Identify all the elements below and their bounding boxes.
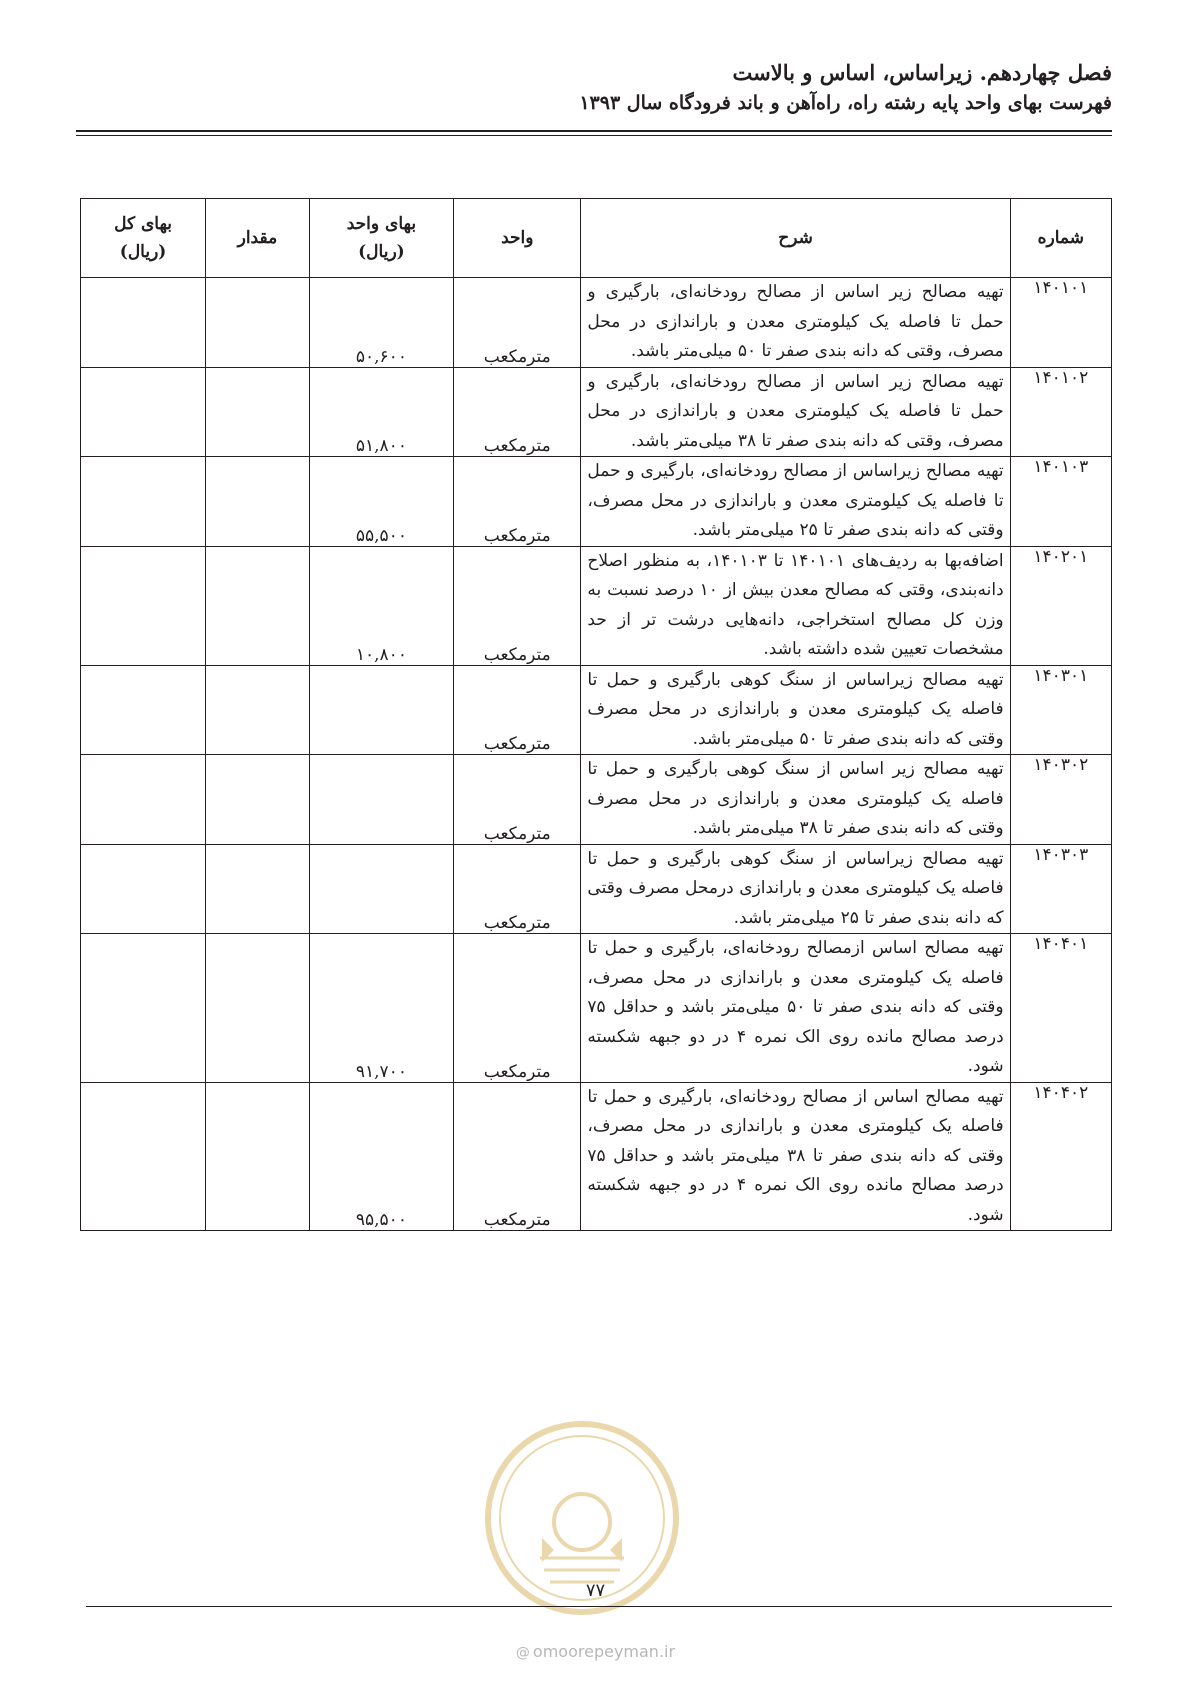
item-quantity: [206, 844, 310, 934]
item-quantity: [206, 367, 310, 457]
item-unit: مترمکعب: [454, 665, 581, 755]
item-unit-price: ۵۱,۸۰۰: [309, 367, 454, 457]
table-header-row: [81, 199, 1112, 278]
footer-rule: [86, 1606, 1112, 1607]
item-total-price: [81, 1082, 206, 1231]
item-total-price: [81, 457, 206, 547]
column-header-number: شماره: [1010, 199, 1111, 278]
item-number: ۱۴۰۲۰۱: [1010, 546, 1111, 665]
item-unit-price: ۹۱,۷۰۰: [309, 934, 454, 1083]
watermark-text: omoorepeyman.ir: [532, 1642, 676, 1661]
item-description: تهیه مصالح زیراساس از مصالح رودخانه‌ای، بارگیری و حمل تا فاصله یک کیلومتری معدن و باراندازی در محل مصرف، وقتی که دانه بندی صفر تا ۲۵ میلی‌متر باشد.: [581, 457, 1010, 547]
item-description: تهیه مصالح اساس از مصالح رودخانه‌ای، بارگیری و حمل تا فاصله یک کیلومتری معدن و باراندازی در محل مصرف، وقتی که دانه بندی صفر تا ۳۸ میلی‌متر باشد و حداقل ۷۵ درصد مصالح مانده روی الک نمره ۴ در دو جبهه شکسته شود.: [581, 1082, 1010, 1231]
column-header-unit-price: بهای واحد (ریال): [309, 199, 454, 278]
column-header-unit: واحد: [454, 199, 581, 278]
item-number: ۱۴۰۱۰۳: [1010, 457, 1111, 547]
table-row: [81, 934, 1112, 1083]
item-number: ۱۴۰۳۰۳: [1010, 844, 1111, 934]
item-quantity: [206, 1082, 310, 1231]
item-unit-price: ۹۵,۵۰۰: [309, 1082, 454, 1231]
item-total-price: [81, 278, 206, 368]
item-number: ۱۴۰۱۰۱: [1010, 278, 1111, 368]
site-watermark: [0, 1642, 1191, 1661]
item-description: تهیه مصالح زیر اساس از مصالح رودخانه‌ای، بارگیری و حمل تا فاصله یک کیلومتری معدن و باراندازی در محل مصرف، وقتی که دانه بندی صفر تا ۳۸ میلی‌متر باشد.: [581, 367, 1010, 457]
at-sign-icon: @: [515, 1645, 530, 1661]
item-description: تهیه مصالح اساس ازمصالح رودخانه‌ای، بارگیری و حمل تا فاصله یک کیلومتری معدن و باراندازی در محل مصرف، وقتی که دانه بندی صفر تا ۵۰ میلی‌متر باشد و حداقل ۷۵ درصد مصالح مانده روی الک نمره ۴ در دو جبهه شکسته شود.: [581, 934, 1010, 1083]
item-unit: مترمکعب: [454, 844, 581, 934]
page-number: ۷۷: [585, 1580, 606, 1601]
item-unit: مترمکعب: [454, 546, 581, 665]
table-row: [81, 278, 1112, 368]
item-unit: مترمکعب: [454, 1082, 581, 1231]
table-row: [81, 844, 1112, 934]
item-quantity: [206, 934, 310, 1083]
table-row: [81, 546, 1112, 665]
item-unit-price: [309, 665, 454, 755]
item-unit-price: ۵۵,۵۰۰: [309, 457, 454, 547]
item-number: ۱۴۰۳۰۲: [1010, 755, 1111, 845]
item-number: ۱۴۰۴۰۲: [1010, 1082, 1111, 1231]
item-quantity: [206, 665, 310, 755]
column-header-quantity: مقدار: [206, 199, 310, 278]
item-description: تهیه مصالح زیر اساس از سنگ کوهی بارگیری و حمل تا فاصله یک کیلومتری معدن و باراندازی در محل مصرف وقتی که دانه بندی صفر تا ۳۸ میلی‌متر باشد.: [581, 755, 1010, 845]
item-total-price: [81, 546, 206, 665]
table-row: [81, 457, 1112, 547]
item-number: ۱۴۰۴۰۱: [1010, 934, 1111, 1083]
item-description: تهیه مصالح زیر اساس از مصالح رودخانه‌ای، بارگیری و حمل تا فاصله یک کیلومتری معدن و باراندازی در محل مصرف، وقتی که دانه بندی صفر تا ۵۰ میلی‌متر باشد.: [581, 278, 1010, 368]
item-total-price: [81, 755, 206, 845]
item-unit: مترمکعب: [454, 457, 581, 547]
column-header-description: شرح: [581, 199, 1010, 278]
item-unit-price: [309, 844, 454, 934]
column-header-total-price: بهای کل (ریال): [81, 199, 206, 278]
chapter-title: فصل چهاردهم. زیراساس، اساس و بالاست: [732, 60, 1112, 85]
item-number: ۱۴۰۱۰۲: [1010, 367, 1111, 457]
header-rule-thin: [76, 135, 1112, 136]
item-unit-price: ۵۰,۶۰۰: [309, 278, 454, 368]
item-unit: مترمکعب: [454, 367, 581, 457]
item-quantity: [206, 546, 310, 665]
item-total-price: [81, 367, 206, 457]
item-total-price: [81, 665, 206, 755]
item-description: اضافه‌بها به ردیف‌های ۱۴۰۱۰۱ تا ۱۴۰۱۰۳، به منظور اصلاح دانه‌بندی، وقتی که مصالح معدن بیش از ۱۰ درصد نسبت به وزن کل مصالح استخراجی، دانه‌هایی درشت تر از حد مشخصات تعیین شده داشته باشد.: [581, 546, 1010, 665]
item-quantity: [206, 278, 310, 368]
page-header: [76, 58, 1112, 118]
item-unit-price: [309, 755, 454, 845]
item-quantity: [206, 457, 310, 547]
item-unit: مترمکعب: [454, 934, 581, 1083]
item-description: تهیه مصالح زیراساس از سنگ کوهی بارگیری و حمل تا فاصله یک کیلومتری معدن و باراندازی درمحل مصرف وقتی که دانه بندی صفر تا ۲۵ میلی‌متر باشد.: [581, 844, 1010, 934]
item-quantity: [206, 755, 310, 845]
item-total-price: [81, 934, 206, 1083]
table-row: [81, 755, 1112, 845]
item-total-price: [81, 844, 206, 934]
item-number: ۱۴۰۳۰۱: [1010, 665, 1111, 755]
table-row: [81, 367, 1112, 457]
item-unit-price: ۱۰,۸۰۰: [309, 546, 454, 665]
table-row: [81, 1082, 1112, 1231]
price-list-table: [80, 198, 1112, 1231]
item-unit: مترمکعب: [454, 755, 581, 845]
table-row: [81, 665, 1112, 755]
item-description: تهیه مصالح زیراساس از سنگ کوهی بارگیری و حمل تا فاصله یک کیلومتری معدن و باراندازی در محل مصرف وقتی که دانه بندی صفر تا ۵۰ میلی‌متر باشد.: [581, 665, 1010, 755]
item-unit: مترمکعب: [454, 278, 581, 368]
header-rule-thick: [76, 130, 1112, 132]
price-list-title: فهرست بهای واحد پایه رشته راه، راه‌آهن و باند فرودگاه سال ۱۳۹۳: [579, 92, 1112, 114]
